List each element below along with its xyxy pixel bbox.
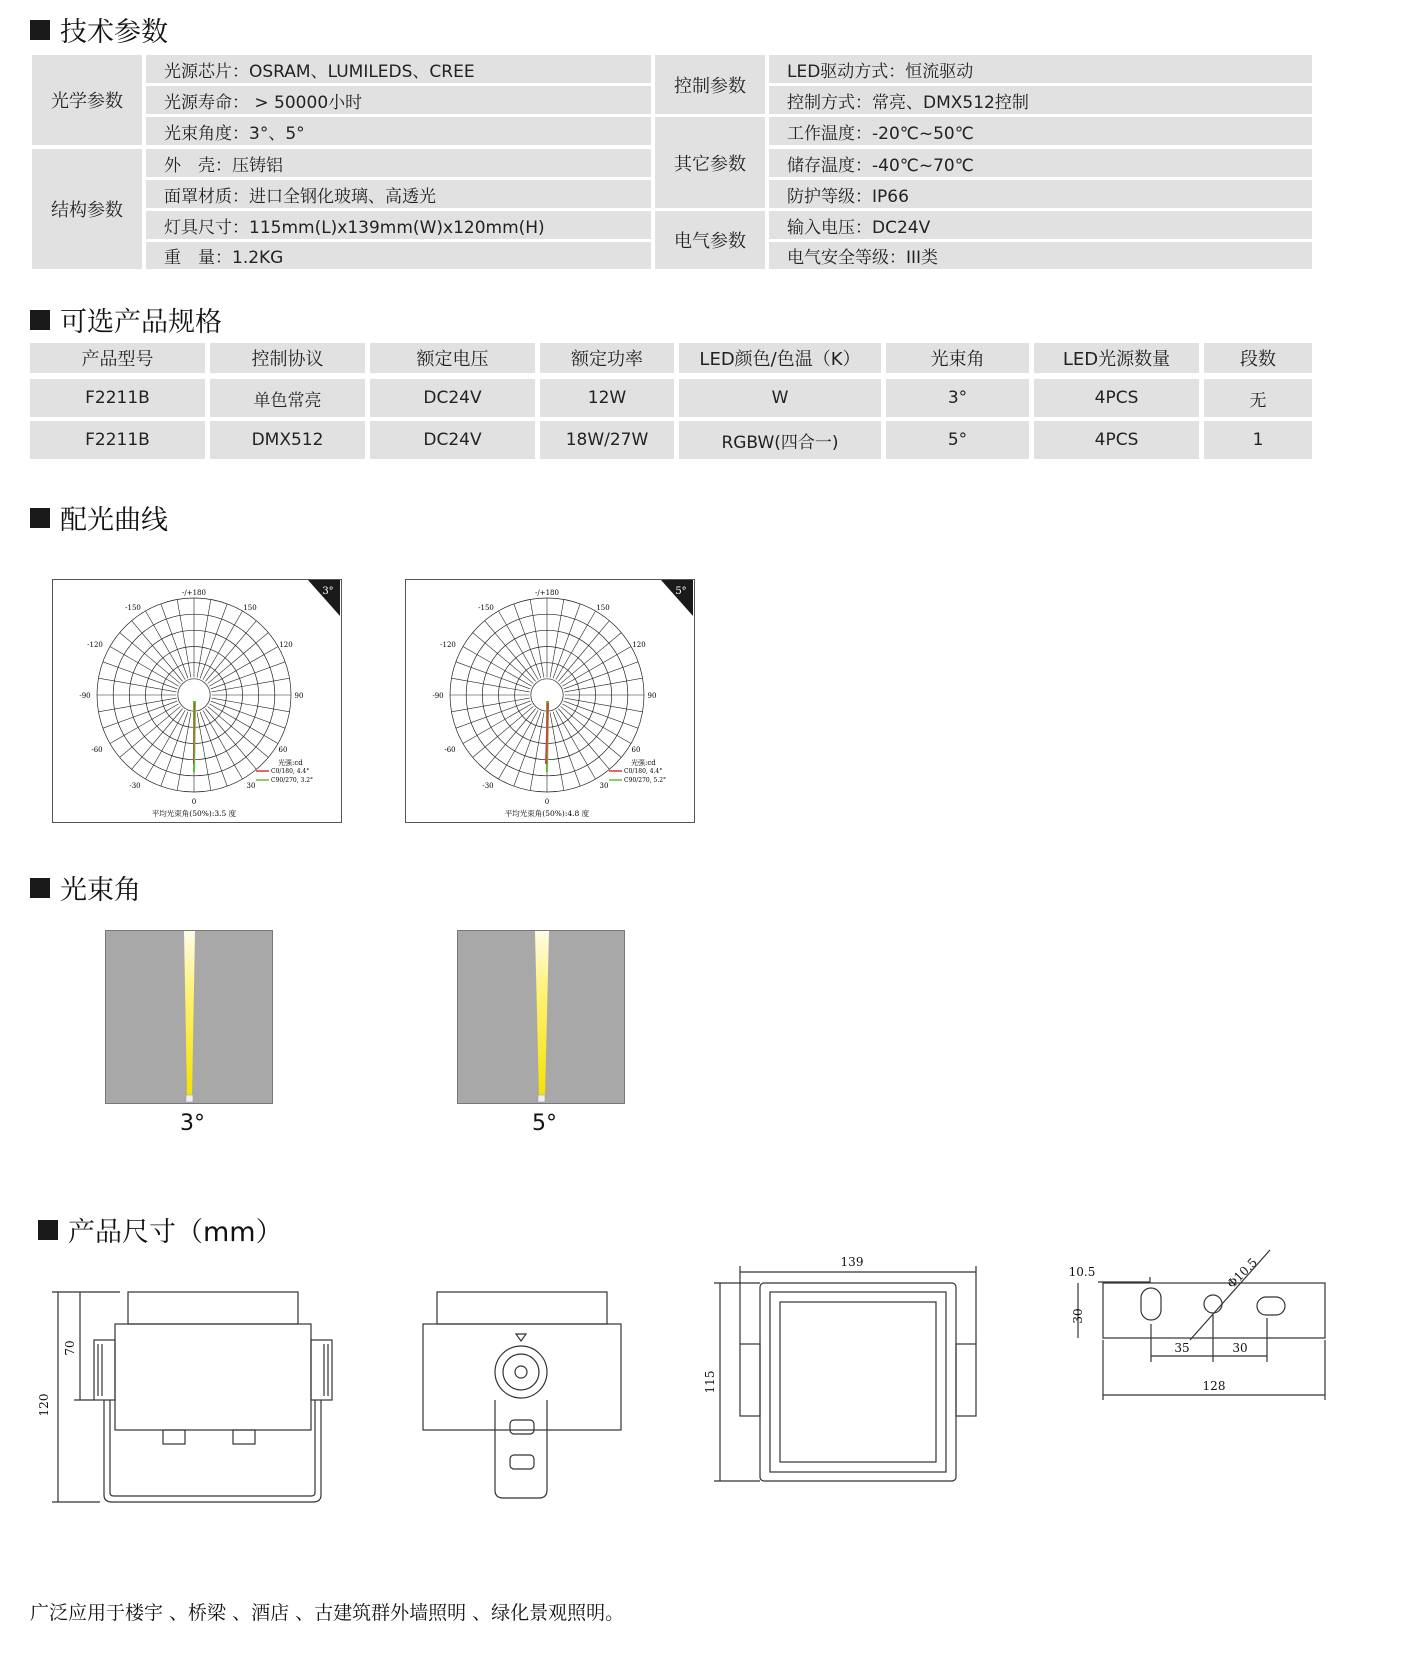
square-bullet-icon <box>30 508 50 528</box>
spec-group-control: 控制参数 <box>655 55 765 114</box>
legend-label: C90/270, 3.2° <box>271 777 314 784</box>
dim-label: 70 <box>63 1340 77 1356</box>
polar-label: 90 <box>647 692 657 700</box>
spec-item: 储存温度：-40℃~70℃ <box>769 149 1312 177</box>
polar-spoke <box>558 621 609 682</box>
dimension-drawings <box>0 1240 1420 1520</box>
polar-curve-card-1 <box>52 579 342 823</box>
spec-group-electric: 电气参数 <box>655 211 765 269</box>
spec-item: 控制方式：常亮、DMX512控制 <box>769 86 1312 114</box>
polar-label: -30 <box>129 782 141 790</box>
polar-spoke <box>463 647 532 687</box>
side-view-drawing <box>52 1292 332 1502</box>
polar-spoke <box>565 698 643 712</box>
square-bullet-icon <box>30 310 50 330</box>
section-title-tech: 技术参数 <box>30 10 168 49</box>
spec-item: 输入电压：DC24V <box>769 211 1312 239</box>
options-cell: F2211B <box>30 379 205 417</box>
angle-badge: 5° <box>675 586 687 597</box>
beam-label: 5° <box>532 1111 557 1136</box>
polar-label: -150 <box>478 604 494 612</box>
polar-spoke <box>132 709 183 770</box>
polar-spoke <box>451 678 529 692</box>
options-cell: 12W <box>540 379 674 417</box>
options-cell: DMX512 <box>210 421 365 459</box>
polar-label: 150 <box>243 604 257 612</box>
polar-spoke <box>530 713 544 791</box>
polar-spoke <box>562 647 631 687</box>
light-beam-shape <box>535 931 549 1097</box>
polar-spoke <box>205 709 256 770</box>
angle-badge: 3° <box>322 586 334 597</box>
options-cell: 单色常亮 <box>210 379 365 417</box>
polar-spoke <box>463 704 532 744</box>
polar-unit: 光强:cd <box>278 759 303 767</box>
legend-label: C0/180, 4.4° <box>271 768 310 775</box>
dim-label: 128 <box>1202 1379 1226 1393</box>
dim-label: 10.5 <box>1068 1265 1096 1279</box>
polar-label: 120 <box>279 641 293 649</box>
options-cell: F2211B <box>30 421 205 459</box>
polar-spoke <box>561 633 622 684</box>
polar-spoke <box>205 621 256 682</box>
polar-label: 60 <box>631 746 641 754</box>
polar-spoke <box>197 599 211 677</box>
section-title-beam: 光束角 <box>30 868 141 907</box>
polar-label: -90 <box>432 692 444 700</box>
polar-chart-svg <box>53 580 340 821</box>
spec-item: 重 量：1.2KG <box>146 242 651 269</box>
polar-spoke <box>177 713 191 791</box>
polar-chart-svg <box>406 580 693 821</box>
polar-spoke <box>110 647 179 687</box>
polar-spoke <box>558 709 609 770</box>
polar-label: -/+180 <box>182 589 206 597</box>
options-cell: 无 <box>1204 379 1312 417</box>
square-bullet-icon <box>38 1220 58 1240</box>
square-bullet-icon <box>30 20 50 40</box>
options-cell: 1 <box>1204 421 1312 459</box>
dim-label: 115 <box>703 1370 717 1394</box>
options-cell: 18W/27W <box>540 421 674 459</box>
polar-spoke <box>203 611 243 680</box>
legend-label: C90/270, 5.2° <box>624 777 667 784</box>
options-header-cell: LED颜色/色温（K） <box>679 343 881 373</box>
polar-spoke <box>499 710 539 779</box>
polar-label: 120 <box>632 641 646 649</box>
legend-label: C0/180, 4.4° <box>624 768 663 775</box>
polar-spoke <box>550 713 564 791</box>
polar-spoke <box>146 611 186 680</box>
polar-label: -60 <box>444 746 456 754</box>
polar-label: 150 <box>596 604 610 612</box>
spec-item: 光源寿命： > 50000小时 <box>146 86 651 114</box>
beam-visual-5deg <box>457 930 625 1104</box>
polar-spoke <box>146 710 186 779</box>
polar-spoke <box>485 709 536 770</box>
options-header-cell: 产品型号 <box>30 343 205 373</box>
polar-spoke <box>550 599 564 677</box>
beam-svg <box>106 931 272 1103</box>
polar-label: 30 <box>246 782 256 790</box>
square-bullet-icon <box>30 878 50 898</box>
dim-label: 30 <box>1071 1308 1085 1324</box>
spec-group-structure: 结构参数 <box>32 149 142 269</box>
polar-spoke <box>212 698 290 712</box>
polar-spoke <box>110 704 179 744</box>
bracket-drawing <box>1078 1250 1325 1400</box>
polar-label: 90 <box>294 692 304 700</box>
spec-item: 灯具尺寸：115mm(L)x139mm(W)x120mm(H) <box>146 211 651 239</box>
polar-unit: 光强:cd <box>631 759 656 767</box>
polar-spoke <box>562 704 631 744</box>
polar-label: 60 <box>278 746 288 754</box>
polar-spoke <box>473 633 534 684</box>
polar-label: -120 <box>440 641 456 649</box>
polar-spoke <box>530 599 544 677</box>
polar-spoke <box>177 599 191 677</box>
application-note: 广泛应用于楼宇 、桥梁 、酒店 、古建筑群外墙照明 、绿化景观照明。 <box>30 1602 625 1624</box>
options-cell: 5° <box>886 421 1029 459</box>
polar-spoke <box>561 706 622 757</box>
dim-label: 120 <box>37 1393 51 1417</box>
polar-spoke <box>473 706 534 757</box>
options-cell: RGBW(四合一) <box>679 421 881 459</box>
options-header-cell: 光束角 <box>886 343 1029 373</box>
spec-item: 防护等级：IP66 <box>769 180 1312 208</box>
polar-label: -90 <box>79 692 91 700</box>
options-header-cell: LED光源数量 <box>1034 343 1199 373</box>
options-cell: W <box>679 379 881 417</box>
beam-svg <box>458 931 624 1103</box>
polar-spoke <box>203 710 243 779</box>
polar-spoke <box>132 621 183 682</box>
polar-label: -120 <box>87 641 103 649</box>
light-beam-shape <box>184 931 195 1097</box>
polar-spoke <box>208 633 269 684</box>
polar-label: -30 <box>482 782 494 790</box>
options-header-cell: 额定功率 <box>540 343 674 373</box>
polar-spoke <box>197 713 211 791</box>
emitter-block <box>186 1095 193 1102</box>
spec-item: 工作温度：-20℃~50℃ <box>769 117 1312 145</box>
beam-label: 3° <box>180 1111 205 1136</box>
beam-visual-3deg <box>105 930 273 1104</box>
polar-spoke <box>120 706 181 757</box>
polar-spoke <box>98 678 176 692</box>
spec-item: 光束角度：3°、5° <box>146 117 651 145</box>
options-header-cell: 控制协议 <box>210 343 365 373</box>
emitter-block <box>538 1095 545 1102</box>
average-beam-angle: 平均光束角(50%):4.8 度 <box>504 809 590 818</box>
section-title-curve: 配光曲线 <box>30 498 168 537</box>
back-view-drawing <box>423 1292 621 1498</box>
section-title-options: 可选产品规格 <box>30 300 222 339</box>
spec-item: 外 壳：压铸铝 <box>146 149 651 177</box>
dim-label: 35 <box>1174 1341 1190 1355</box>
polar-spoke <box>556 710 596 779</box>
polar-spoke <box>451 698 529 712</box>
options-header-cell: 段数 <box>1204 343 1312 373</box>
dim-label: Φ10.5 <box>1224 1255 1261 1292</box>
section-title-dims: 产品尺寸（mm） <box>38 1210 283 1249</box>
polar-label: 0 <box>544 798 550 806</box>
spec-item: 电气安全等级：III类 <box>769 242 1312 269</box>
polar-spoke <box>485 621 536 682</box>
front-view-drawing <box>714 1266 976 1481</box>
spec-group-optical: 光学参数 <box>32 55 142 145</box>
polar-spoke <box>208 706 269 757</box>
polar-label: 30 <box>599 782 609 790</box>
polar-spoke <box>209 647 278 687</box>
polar-spoke <box>556 611 596 680</box>
average-beam-angle: 平均光束角(50%):3.5 度 <box>151 809 237 818</box>
spec-group-other: 其它参数 <box>655 117 765 208</box>
options-cell: 4PCS <box>1034 379 1199 417</box>
polar-label: -/+180 <box>535 589 559 597</box>
polar-spoke <box>209 704 278 744</box>
polar-curve-card-2 <box>405 579 695 823</box>
polar-label: -150 <box>125 604 141 612</box>
polar-spoke <box>120 633 181 684</box>
spec-item: 光源芯片：OSRAM、LUMILEDS、CREE <box>146 55 651 83</box>
polar-spoke <box>565 678 643 692</box>
dim-label: 139 <box>840 1255 864 1269</box>
options-cell: 3° <box>886 379 1029 417</box>
options-cell: 4PCS <box>1034 421 1199 459</box>
options-header-cell: 额定电压 <box>370 343 535 373</box>
spec-item: 面罩材质：进口全钢化玻璃、高透光 <box>146 180 651 208</box>
polar-spoke <box>499 611 539 680</box>
options-cell: DC24V <box>370 379 535 417</box>
dim-label: 30 <box>1232 1341 1248 1355</box>
polar-label: 0 <box>191 798 197 806</box>
polar-label: -60 <box>91 746 103 754</box>
options-cell: DC24V <box>370 421 535 459</box>
spec-item: LED驱动方式：恒流驱动 <box>769 55 1312 83</box>
polar-spoke <box>212 678 290 692</box>
polar-spoke <box>98 698 176 712</box>
